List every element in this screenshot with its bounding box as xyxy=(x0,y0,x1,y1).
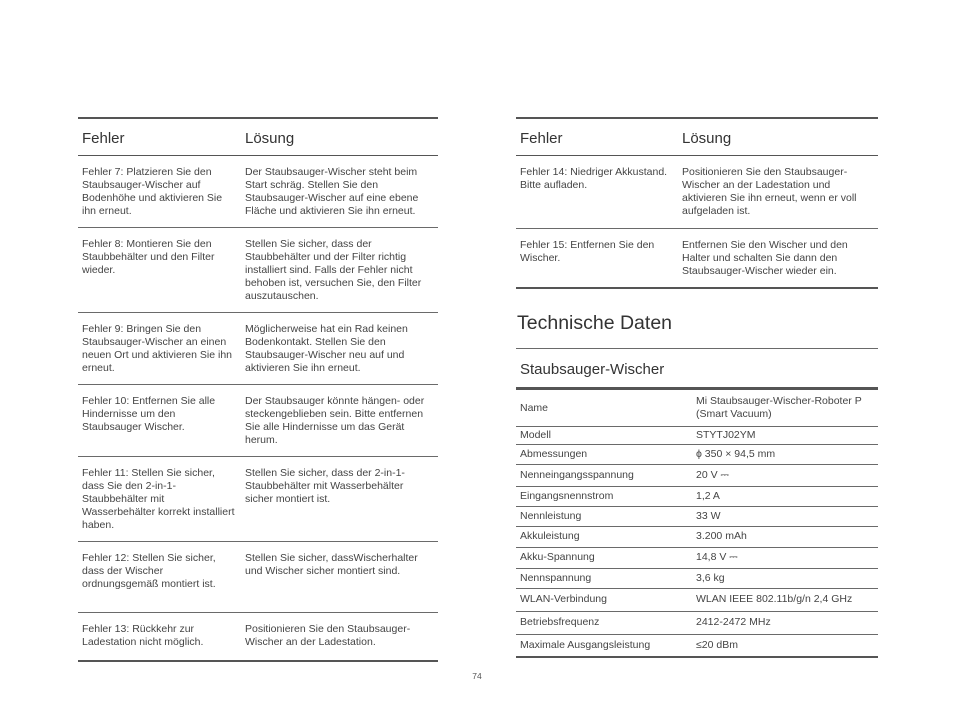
error-table-right xyxy=(516,117,878,289)
error-table-left xyxy=(78,117,438,662)
column-header-solution: Lösung xyxy=(241,118,438,156)
spec-label: Eingangsnennstrom xyxy=(516,486,692,506)
table-row xyxy=(516,156,878,229)
spec-label: Nenneingangsspannung xyxy=(516,464,692,486)
error-cell: Fehler 9: Bringen Sie den Staubsauger-Wischer an einen neuen Ort und aktivieren Sie ihn erneut. xyxy=(78,313,241,385)
spec-label: Name xyxy=(516,390,692,426)
solution-cell: Der Staubsauger-Wischer steht beim Start schräg. Stellen Sie den Staubsauger-Wischer auf eine ebene Fläche und aktivieren Sie ihn erneut. xyxy=(241,156,438,228)
solution-cell: Positionieren Sie den Staubsauger-Wischer an der Ladestation und aktivieren Sie ihn erneut, wenn er voll aufgeladen ist. xyxy=(678,156,878,229)
spec-row xyxy=(516,506,878,526)
solution-cell: Positionieren Sie den Staubsauger-Wischer an der Ladestation. xyxy=(241,613,438,661)
column-header-error: Fehler xyxy=(516,118,678,156)
solution-cell: Stellen Sie sicher, dass der Staubbehälter und der Filter richtig installiert sind. Falls der Fehler nicht behoben ist, versuchen Sie, den Filter auszutauschen. xyxy=(241,228,438,313)
spec-label: Maximale Ausgangsleistung xyxy=(516,634,692,657)
spec-row xyxy=(516,526,878,547)
spec-row xyxy=(516,464,878,486)
error-cell: Fehler 10: Entfernen Sie alle Hindernisse um den Staubsauger Wischer. xyxy=(78,385,241,457)
solution-cell: Der Staubsauger könnte hängen- oder steckengeblieben sein. Bitte entfernen Sie alle Hindernisse um das Gerät herum. xyxy=(241,385,438,457)
error-cell: Fehler 7: Platzieren Sie den Staubsauger-Wischer auf Bodenhöhe und aktivieren Sie ihn erneut. xyxy=(78,156,241,228)
spec-row xyxy=(516,444,878,464)
table-row xyxy=(516,229,878,289)
spec-row xyxy=(516,588,878,611)
spec-value: 1,2 A xyxy=(692,486,878,506)
table-row xyxy=(78,457,438,542)
spec-label: Betriebsfrequenz xyxy=(516,611,692,634)
spec-label: Akkuleistung xyxy=(516,526,692,547)
spec-value: ≤20 dBm xyxy=(692,634,878,657)
spec-value: 3,6 kg xyxy=(692,568,878,588)
divider xyxy=(516,348,878,349)
spec-label: Abmessungen xyxy=(516,444,692,464)
table-row xyxy=(78,313,438,385)
section-title: Technische Daten xyxy=(517,312,673,334)
table-row xyxy=(78,385,438,457)
table-row xyxy=(78,542,438,613)
spec-row xyxy=(516,426,878,444)
spec-value: 2412-2472 MHz xyxy=(692,611,878,634)
error-table-right-panel xyxy=(516,117,878,289)
error-cell: Fehler 13: Rückkehr zur Ladestation nicht möglich. xyxy=(78,613,241,661)
spec-row xyxy=(516,611,878,634)
spec-value: Mi Staubsauger-Wischer-Roboter P (Smart Vacuum) xyxy=(692,390,878,426)
error-cell: Fehler 12: Stellen Sie sicher, dass der Wischer ordnungsgemäß montiert ist. xyxy=(78,542,241,613)
table-row xyxy=(78,228,438,313)
spec-value: 33 W xyxy=(692,506,878,526)
spec-value: 3.200 mAh xyxy=(692,526,878,547)
spec-row xyxy=(516,547,878,568)
error-cell: Fehler 15: Entfernen Sie den Wischer. xyxy=(516,229,678,289)
error-table-left-panel xyxy=(78,117,438,662)
solution-cell: Stellen Sie sicher, dassWischerhalter und Wischer sicher montiert sind. xyxy=(241,542,438,613)
spec-value: WLAN IEEE 802.11b/g/n 2,4 GHz xyxy=(692,588,878,611)
solution-cell: Stellen Sie sicher, dass der 2-in-1-Staubbehälter mit Wasserbehälter sicher montiert ist. xyxy=(241,457,438,542)
error-cell: Fehler 14: Niedriger Akkustand. Bitte aufladen. xyxy=(516,156,678,229)
table-row xyxy=(78,613,438,661)
spec-value: 20 V ⎓ xyxy=(692,464,878,486)
spec-label: WLAN-Verbindung xyxy=(516,588,692,611)
solution-cell: Entfernen Sie den Wischer und den Halter und schalten Sie dann den Staubsauger-Wischer wieder ein. xyxy=(678,229,878,289)
spec-label: Nennleistung xyxy=(516,506,692,526)
table-row xyxy=(78,156,438,228)
spec-row xyxy=(516,390,878,426)
spec-subtitle: Staubsauger-Wischer xyxy=(520,361,665,378)
spec-value: STYTJ02YM xyxy=(692,426,878,444)
spec-row xyxy=(516,568,878,588)
page-number: 74 xyxy=(472,671,482,681)
spec-label: Akku-Spannung xyxy=(516,547,692,568)
error-cell: Fehler 11: Stellen Sie sicher, dass Sie den 2-in-1-Staubbehälter mit Wasserbehälter korrekt installiert haben. xyxy=(78,457,241,542)
spec-label: Modell xyxy=(516,426,692,444)
column-header-error: Fehler xyxy=(78,118,241,156)
spec-value: 14,8 V ⎓ xyxy=(692,547,878,568)
spec-value: ϕ 350 × 94,5 mm xyxy=(692,444,878,464)
spec-row xyxy=(516,486,878,506)
column-header-solution: Lösung xyxy=(678,118,878,156)
error-cell: Fehler 8: Montieren Sie den Staubbehälter und den Filter wieder. xyxy=(78,228,241,313)
spec-table xyxy=(516,390,878,658)
table-header-row xyxy=(516,118,878,156)
table-header-row xyxy=(78,118,438,156)
spec-label: Nennspannung xyxy=(516,568,692,588)
solution-cell: Möglicherweise hat ein Rad keinen Bodenkontakt. Stellen Sie den Staubsauger-Wischer neu auf und aktivieren Sie ihn erneut. xyxy=(241,313,438,385)
spec-row xyxy=(516,634,878,657)
